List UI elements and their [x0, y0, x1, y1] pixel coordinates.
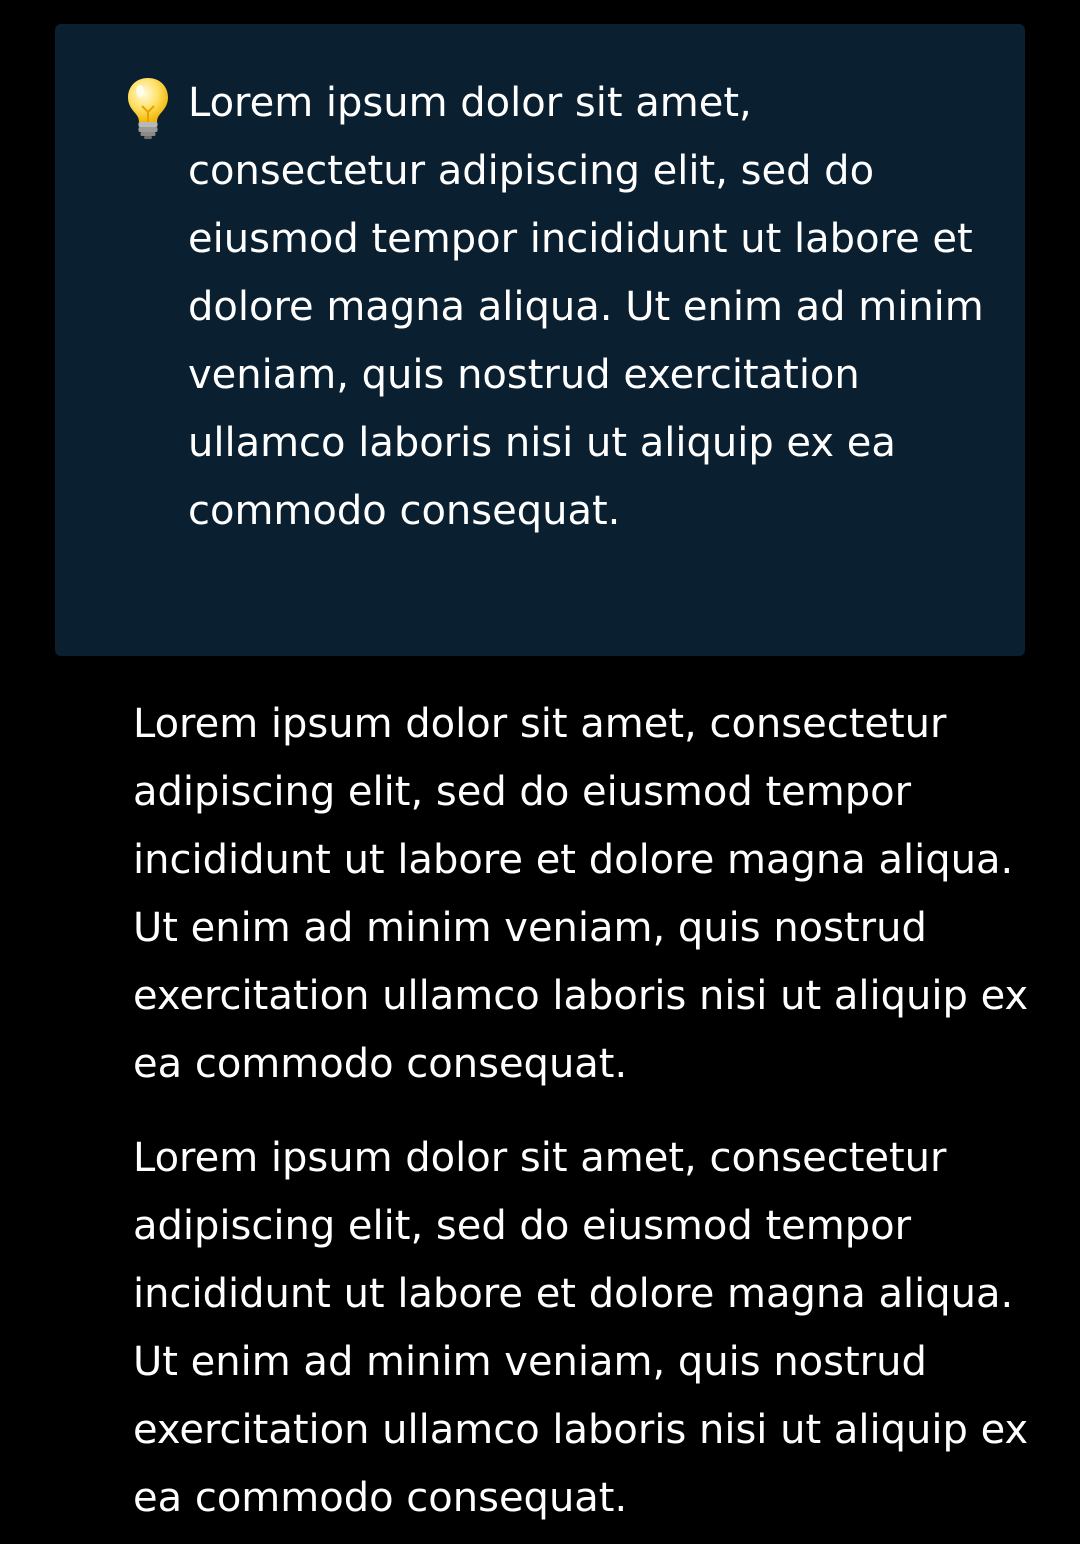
lightbulb-icon	[125, 76, 171, 140]
callout-text: Lorem ipsum dolor sit amet, consectetur adipiscing elit, sed do eiusmod tempor incididunt ut labore et dolore magna aliqua. Ut enim ad minim veniam, quis nostrud exercitation ullamco laboris nisi ut aliquip ex ea commodo consequat.	[188, 80, 984, 534]
callout-block	[55, 24, 1025, 656]
body-paragraph-1: Lorem ipsum dolor sit amet, consectetur adipiscing elit, sed do eiusmod tempor incididunt ut labore et dolore magna aliqua. Ut enim ad minim veniam, quis nostrud exercitation ullamco laboris nisi ut aliquip ex ea commodo consequat.	[133, 701, 1029, 1087]
body-paragraph-2: Lorem ipsum dolor sit amet, consectetur adipiscing elit, sed do eiusmod tempor incididunt ut labore et dolore magna aliqua. Ut enim ad minim veniam, quis nostrud exercitation ullamco laboris nisi ut aliquip ex ea commodo consequat.	[133, 1135, 1029, 1521]
